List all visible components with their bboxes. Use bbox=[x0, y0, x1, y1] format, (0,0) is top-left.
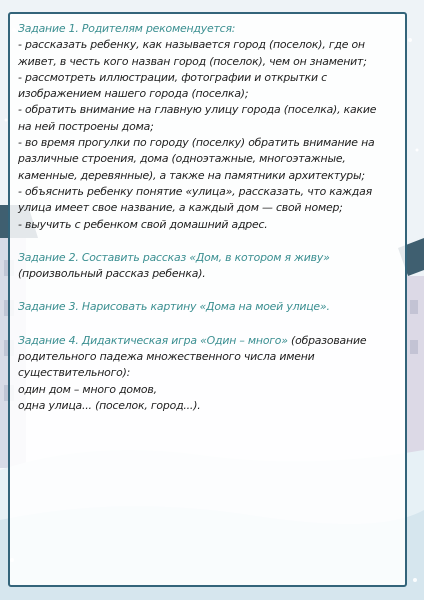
task-1-item-3: - обратить внимание на главную улицу города (поселка), какие на ней построены дома; bbox=[18, 103, 377, 133]
task-2-title: Задание 2. Составить рассказ «Дом, в котором я живу» bbox=[18, 250, 330, 264]
homework-text bbox=[18, 21, 390, 414]
task-2-text: (произвольный рассказ ребенка). bbox=[18, 267, 206, 281]
task-1-item-2: - рассмотреть иллюстрации, фотографии и открытки с изображением нашего города (поселка); bbox=[18, 70, 327, 101]
task-2 bbox=[18, 250, 390, 283]
task-4-title: Задание 4. Дидактическая игра «Один – много» bbox=[18, 333, 288, 347]
task-4-text: (образование родительного падежа множественного числа имени существительного): bbox=[18, 333, 367, 380]
task-3-title: Задание 3. Нарисовать картину «Дома на моей улице». bbox=[18, 300, 330, 314]
task-1-item-4: - во время прогулки по городу (поселку) обратить внимание на различные строения, дома (одноэтажные, многоэтажные, каменные, деревянные), а также на памятники архитектуры; bbox=[18, 136, 375, 182]
task-4-example-2: одна улица... (поселок, город...). bbox=[18, 398, 201, 412]
task-4-example-1: один дом – много домов, bbox=[18, 382, 157, 396]
task-1-title: Задание 1. Родителям рекомендуется: bbox=[18, 22, 236, 35]
task-1-item-1: - рассказать ребенку, как называется город (поселок), где он живет, в честь кого назван город (поселок), чем он знаменит; bbox=[18, 38, 367, 68]
task-4 bbox=[18, 333, 390, 382]
task-1-item-6: - выучить с ребенком свой домашний адрес. bbox=[18, 217, 268, 231]
task-1-item-5: - объяснить ребенку понятие «улица», рассказать, что каждая улица имеет свое название, а каждый дом — свой номер; bbox=[18, 184, 372, 215]
